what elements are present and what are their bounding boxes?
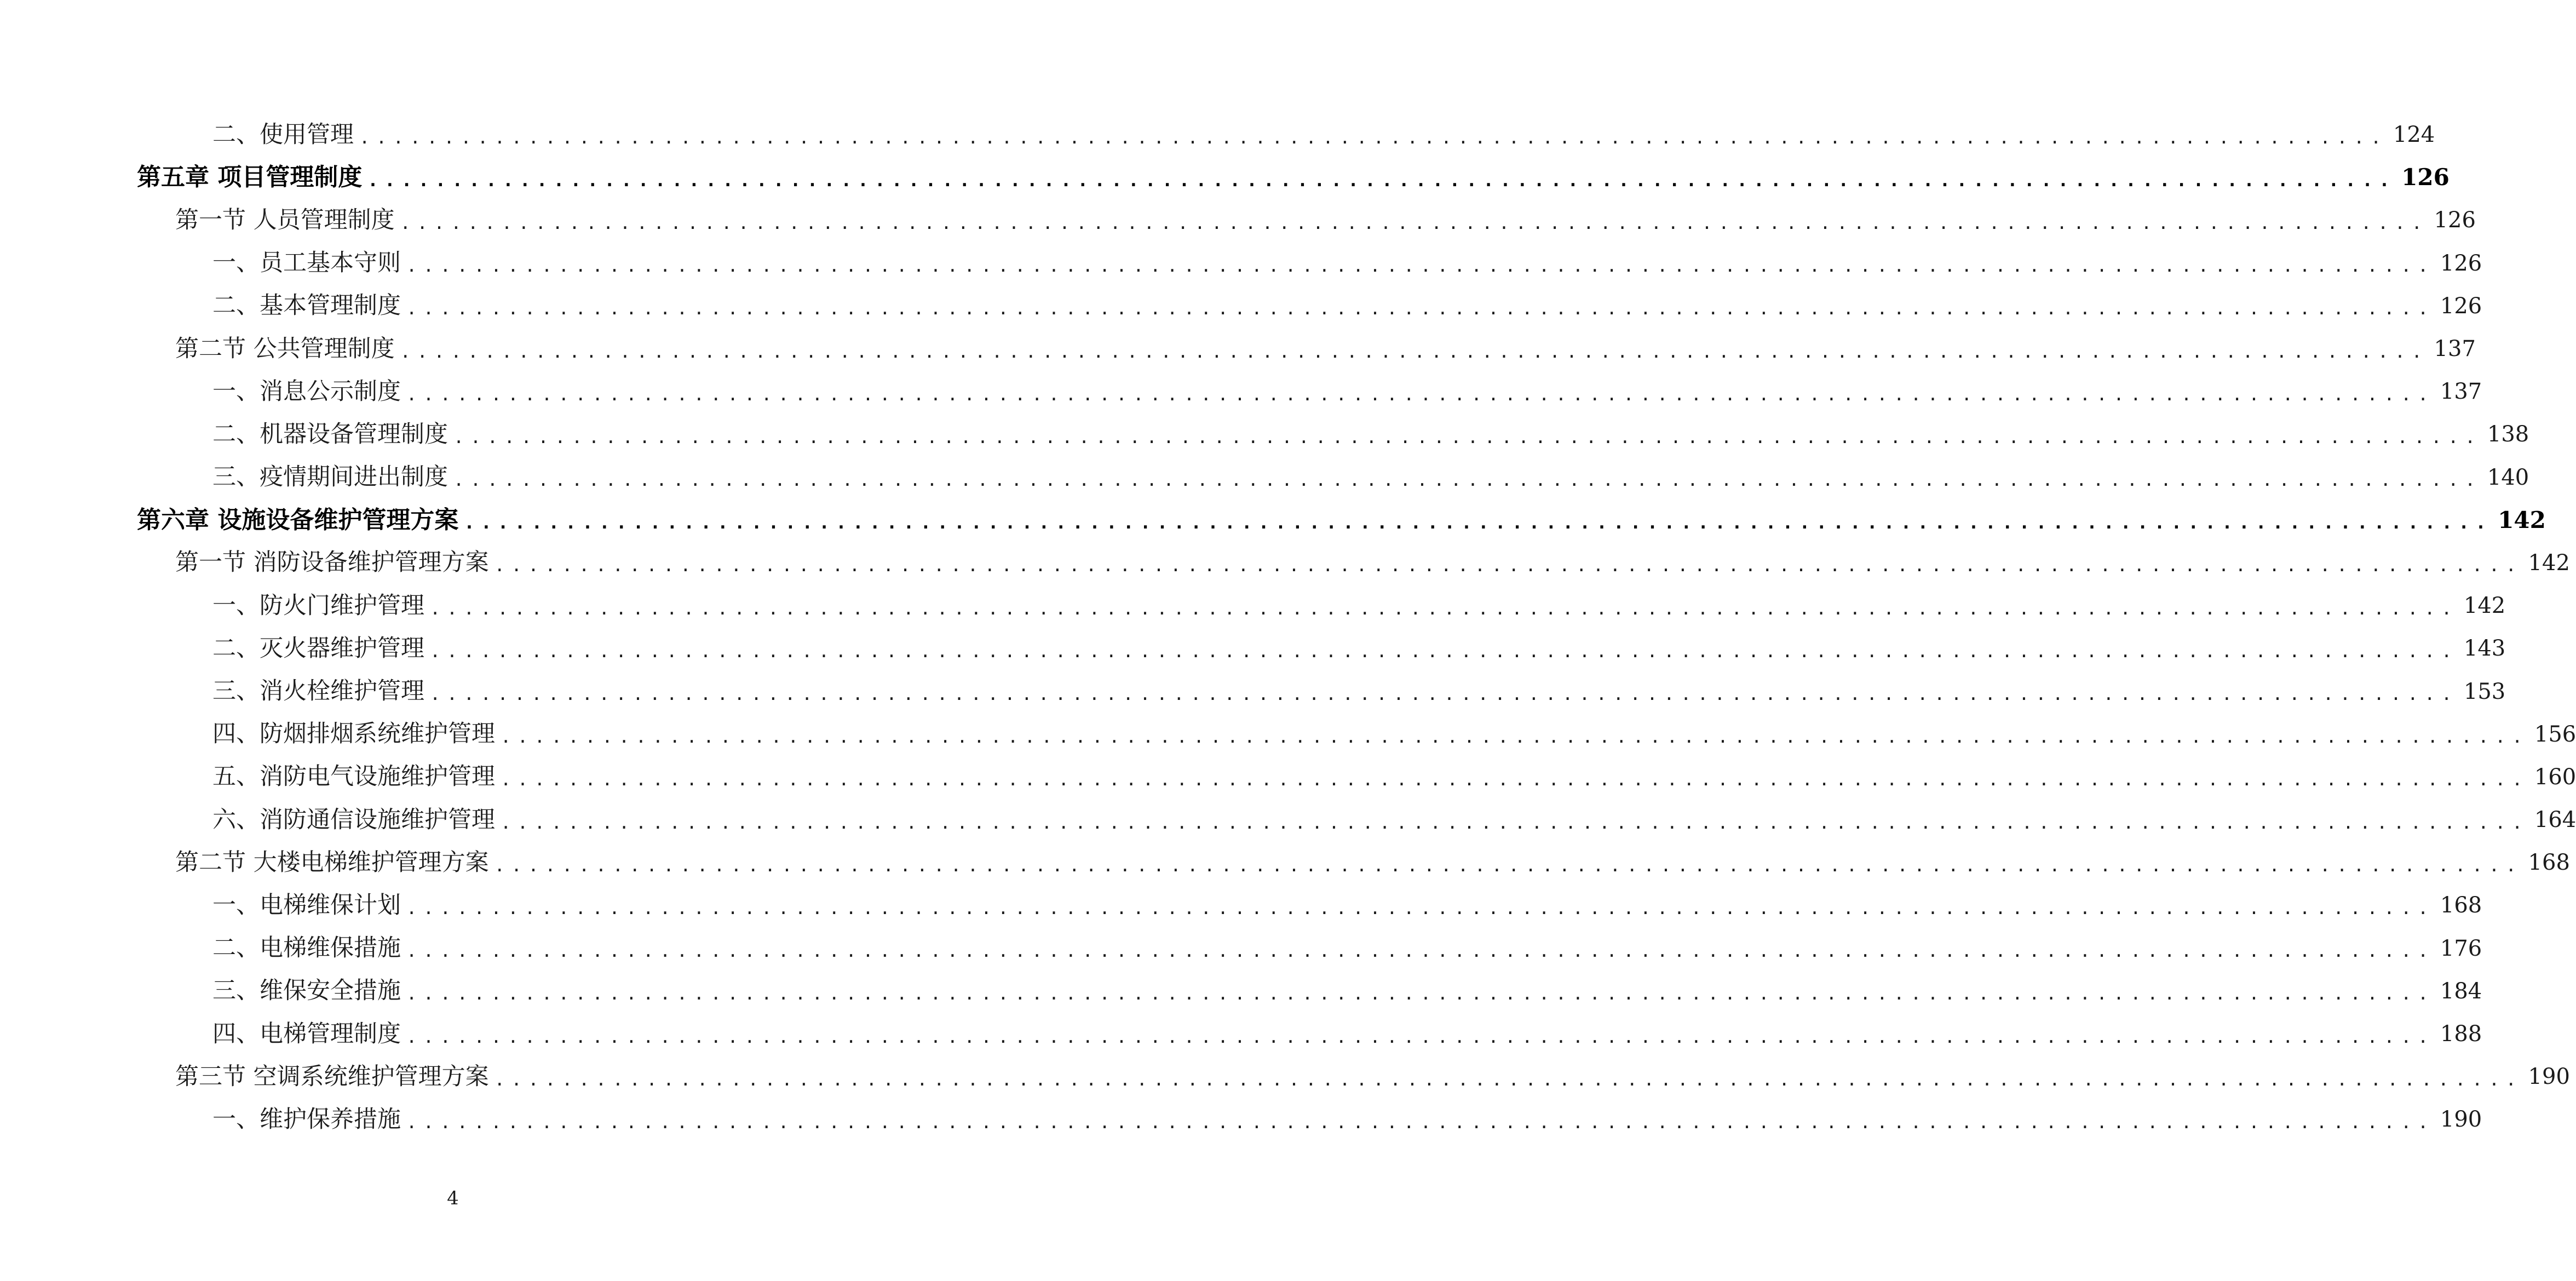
toc-dot-leader: ........................................................................................................................ — [494, 1069, 2523, 1090]
toc-entry[interactable] — [0, 713, 2576, 756]
toc-entry-label: 三、疫情期间进出制度 — [212, 466, 453, 489]
toc-entry-label: 一、消息公示制度 — [212, 380, 406, 404]
toc-entry[interactable] — [0, 799, 2576, 841]
toc-dot-leader: ........................................................................................................................ — [494, 555, 2523, 576]
toc-entry-page: 160 — [2534, 764, 2576, 790]
toc-dot-leader: ........................................................................................................................ — [406, 940, 2435, 962]
toc-entry-label: 二、使用管理 — [212, 123, 359, 147]
toc-entry-label: 六、消防通信设施维护管理 — [212, 808, 501, 832]
toc-entry-page: 137 — [2440, 379, 2482, 405]
toc-entry-label: 第一节 人员管理制度 — [175, 209, 400, 232]
toc-dot-leader: ........................................................................................................................ — [430, 598, 2458, 619]
toc-entry-page: 124 — [2393, 122, 2435, 148]
toc-entry-page: 164 — [2534, 807, 2576, 833]
toc-dot-leader: ........................................................................................................................ — [406, 1111, 2435, 1133]
toc-entry-page: 190 — [2440, 1107, 2482, 1133]
toc-entry-label: 五、消防电气设施维护管理 — [212, 765, 501, 789]
toc-dot-leader: ........................................................................................................................ — [501, 769, 2529, 790]
toc-entry-page: 126 — [2401, 164, 2450, 191]
toc-entry[interactable] — [0, 627, 2506, 670]
toc-entry-page: 142 — [2463, 593, 2506, 619]
toc-dot-leader: ........................................................................................................................ — [494, 854, 2523, 876]
toc-entry-label: 一、防火门维护管理 — [212, 594, 430, 618]
toc-dot-leader: ........................................................................................................................ — [430, 640, 2458, 662]
toc-entry[interactable] — [0, 285, 2482, 328]
toc-entry-label: 二、电梯维保措施 — [212, 937, 406, 960]
toc-entry[interactable] — [0, 756, 2576, 799]
toc-entry-label: 第五章 项目管理制度 — [137, 165, 367, 189]
toc-entry-page: 137 — [2434, 336, 2476, 362]
toc-dot-leader: ........................................................................................................................ — [406, 298, 2435, 319]
toc-entry-page: 184 — [2440, 978, 2482, 1004]
toc-entry[interactable] — [0, 970, 2482, 1013]
toc-entry-page: 168 — [2528, 850, 2570, 876]
toc-dot-leader: ........................................................................................................................ — [406, 1026, 2435, 1047]
toc-dot-leader: ........................................................................................................................ — [453, 469, 2482, 491]
toc-entry-page: 142 — [2498, 506, 2546, 533]
toc-entry[interactable] — [0, 113, 2435, 156]
toc-dot-leader: ........................................................................................................................ — [406, 983, 2435, 1004]
toc-entry-label: 一、电梯维保计划 — [212, 894, 406, 917]
toc-entry-label: 第六章 设施设备维护管理方案 — [137, 508, 464, 532]
toc-entry-label: 三、维保安全措施 — [212, 979, 406, 1003]
page-number: 4 — [447, 1187, 459, 1209]
table-of-contents — [0, 113, 2576, 1141]
toc-dot-leader: ........................................................................................................................ — [453, 426, 2482, 447]
toc-dot-leader: ........................................................................................................................ — [359, 127, 2388, 148]
toc-entry-page: 126 — [2434, 208, 2476, 233]
toc-entry[interactable] — [0, 456, 2529, 499]
toc-dot-leader: ........................................................................................................................ — [430, 683, 2458, 705]
toc-entry[interactable] — [0, 370, 2482, 413]
toc-section-entry[interactable] — [0, 542, 2570, 584]
toc-section-entry[interactable] — [0, 328, 2476, 370]
toc-entry-label: 二、机器设备管理制度 — [212, 423, 453, 446]
toc-dot-leader: ........................................................................................................................ — [400, 341, 2429, 362]
toc-entry-label: 第二节 大楼电梯维护管理方案 — [175, 851, 495, 875]
toc-section-entry[interactable] — [0, 1055, 2570, 1098]
toc-entry-page: 176 — [2440, 935, 2482, 961]
toc-entry-label: 二、灭火器维护管理 — [212, 637, 430, 660]
toc-dot-leader: ........................................................................................................................ — [464, 512, 2493, 533]
toc-entry[interactable] — [0, 413, 2529, 456]
toc-entry-label: 四、防烟排烟系统维护管理 — [212, 722, 501, 746]
toc-entry-page: 126 — [2440, 293, 2482, 319]
toc-chapter-entry[interactable] — [0, 499, 2546, 542]
toc-section-entry[interactable] — [0, 841, 2570, 884]
toc-entry-page: 126 — [2440, 250, 2482, 276]
toc-entry[interactable] — [0, 927, 2482, 970]
toc-entry-page: 188 — [2440, 1021, 2482, 1047]
toc-entry-label: 四、电梯管理制度 — [212, 1022, 406, 1046]
toc-entry-page: 156 — [2534, 721, 2576, 747]
toc-entry[interactable] — [0, 242, 2482, 285]
toc-entry[interactable] — [0, 1098, 2482, 1141]
toc-entry[interactable] — [0, 670, 2506, 713]
toc-dot-leader: ........................................................................................................................ — [406, 897, 2435, 918]
toc-entry-page: 138 — [2487, 422, 2529, 447]
toc-entry[interactable] — [0, 584, 2506, 627]
toc-entry-label: 二、基本管理制度 — [212, 294, 406, 318]
toc-entry[interactable] — [0, 884, 2482, 927]
toc-dot-leader: ........................................................................................................................ — [406, 383, 2435, 405]
toc-entry-page: 140 — [2487, 464, 2529, 490]
toc-dot-leader: ........................................................................................................................ — [501, 726, 2529, 748]
toc-entry-page: 142 — [2528, 550, 2570, 576]
toc-dot-leader: ........................................................................................................................ — [367, 169, 2396, 191]
toc-entry-label: 三、消火栓维护管理 — [212, 680, 430, 703]
toc-entry-page: 190 — [2528, 1064, 2570, 1090]
toc-entry-label: 一、维护保养措施 — [212, 1108, 406, 1131]
toc-entry-page: 153 — [2463, 679, 2506, 704]
toc-entry-label: 一、员工基本守则 — [212, 251, 406, 275]
toc-section-entry[interactable] — [0, 199, 2476, 242]
toc-dot-leader: ........................................................................................................................ — [501, 812, 2529, 833]
toc-entry[interactable] — [0, 1013, 2482, 1055]
toc-chapter-entry[interactable] — [0, 156, 2450, 199]
toc-entry-page: 168 — [2440, 893, 2482, 918]
toc-entry-page: 143 — [2463, 636, 2506, 662]
toc-entry-label: 第二节 公共管理制度 — [175, 337, 400, 361]
toc-entry-label: 第一节 消防设备维护管理方案 — [175, 551, 495, 575]
toc-entry-label: 第三节 空调系统维护管理方案 — [175, 1065, 495, 1089]
toc-dot-leader: ........................................................................................................................ — [406, 255, 2435, 277]
toc-dot-leader: ........................................................................................................................ — [400, 212, 2429, 233]
